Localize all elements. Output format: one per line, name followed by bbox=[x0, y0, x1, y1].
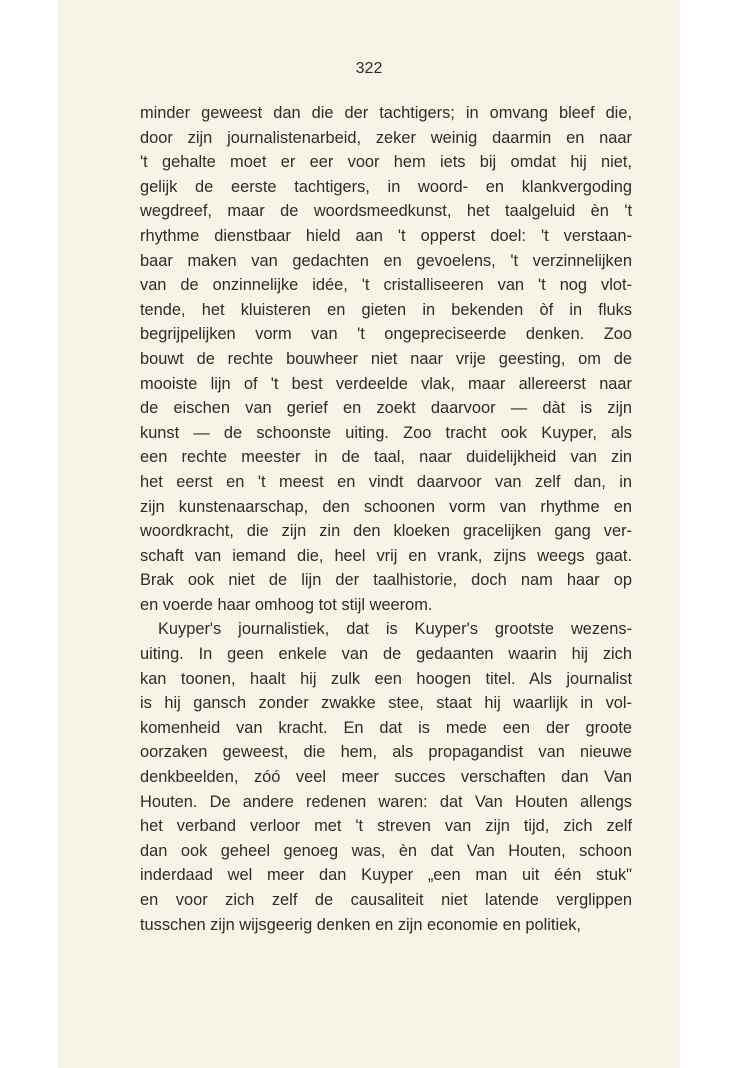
text-line: en voor zich zelf de causaliteit niet latende verglippen bbox=[140, 891, 632, 909]
book-page bbox=[58, 0, 680, 1068]
text-line: begrijpelijken vorm van 't ongepreciseerde denken. Zoo bbox=[140, 325, 632, 344]
text-line: inderdaad wel meer dan Kuyper „een man uit één stuk" bbox=[140, 866, 632, 885]
text-line: tusschen zijn wijsgeerig denken en zijn economie en politiek, bbox=[140, 915, 581, 934]
text-line: Brak ook niet de lijn der taalhistorie, doch nam haar op bbox=[140, 571, 632, 590]
text-line: rhythme dienstbaar hield aan 't opperst doel: 't verstaan- bbox=[140, 226, 632, 245]
text-line: het verband verloor met 't streven van zijn tijd, zich zelf bbox=[140, 817, 632, 836]
text-line: bouwt de rechte bouwheer niet naar vrije geesting, om de bbox=[140, 349, 632, 368]
body-text bbox=[140, 101, 632, 937]
text-line: en voerde haar omhoog tot stijl weerom. bbox=[140, 595, 433, 614]
text-line: een rechte meester in de taal, naar duidelijkheid van zin bbox=[140, 448, 632, 467]
text-line: Houten. De andere redenen waren: dat Van Houten allengs bbox=[140, 792, 632, 811]
page-number: 322 bbox=[355, 60, 383, 77]
text-line: het eerst en 't meest en vindt daarvoor van zelf dan, in bbox=[140, 472, 632, 491]
text-line: tende, het kluisteren en gieten in bekenden òf in fluks bbox=[140, 300, 632, 319]
text-line: door zijn journalistenarbeid, zeker weinig daarmin en naar bbox=[140, 128, 632, 147]
text-line: uiting. In geen enkele van de gedaanten waarin hij zich bbox=[140, 645, 632, 664]
text-line: mooiste lijn of 't best verdeelde vlak, maar allereerst naar bbox=[140, 374, 632, 393]
text-line: minder geweest dan die der tachtigers; in omvang bleef die, bbox=[140, 104, 632, 122]
text-line: van de onzinnelijke idée, 't cristalliseeren van 't nog vlot- bbox=[140, 276, 632, 295]
text-line: Kuyper's journalistiek, dat is Kuyper's grootste wezens- bbox=[158, 620, 632, 639]
text-line: komenheid van kracht. En dat is mede een der groote bbox=[140, 718, 632, 737]
text-line: wegdreef, maar de woordsmeedkunst, het taalgeluid èn 't bbox=[140, 202, 632, 221]
text-line: de eischen van gerief en zoekt daarvoor — dàt is zijn bbox=[140, 399, 632, 418]
text-line: schaft van iemand die, heel vrij en vrank, zijns weegs gaat. bbox=[140, 546, 632, 565]
text-line: baar maken van gedachten en gevoelens, 't verzinnelijken bbox=[140, 251, 632, 270]
text-line: kan toonen, haalt hij zulk een hoogen titel. Als journalist bbox=[140, 669, 632, 688]
text-line: gelijk de eerste tachtigers, in woord- en klankvergoding bbox=[140, 177, 632, 196]
text-line: 't gehalte moet er eer voor hem iets bij omdat hij niet, bbox=[140, 153, 632, 172]
text-line: woordkracht, die zijn zin den kloeken gracelijken gang ver- bbox=[140, 522, 632, 541]
text-line: oorzaken geweest, die hem, als propagandist van nieuwe bbox=[140, 743, 632, 762]
text-line: dan ook geheel genoeg was, èn dat Van Houten, schoon bbox=[140, 841, 632, 860]
text-line: kunst — de schoonste uiting. Zoo tracht ook Kuyper, als bbox=[140, 423, 632, 442]
text-line: denkbeelden, zóó veel meer succes verschaften dan Van bbox=[140, 768, 632, 787]
text-line: zijn kunstenaarschap, den schoonen vorm van rhythme en bbox=[140, 497, 632, 516]
text-line: is hij gansch zonder zwakke stee, staat hij waarlijk in vol- bbox=[140, 694, 632, 713]
